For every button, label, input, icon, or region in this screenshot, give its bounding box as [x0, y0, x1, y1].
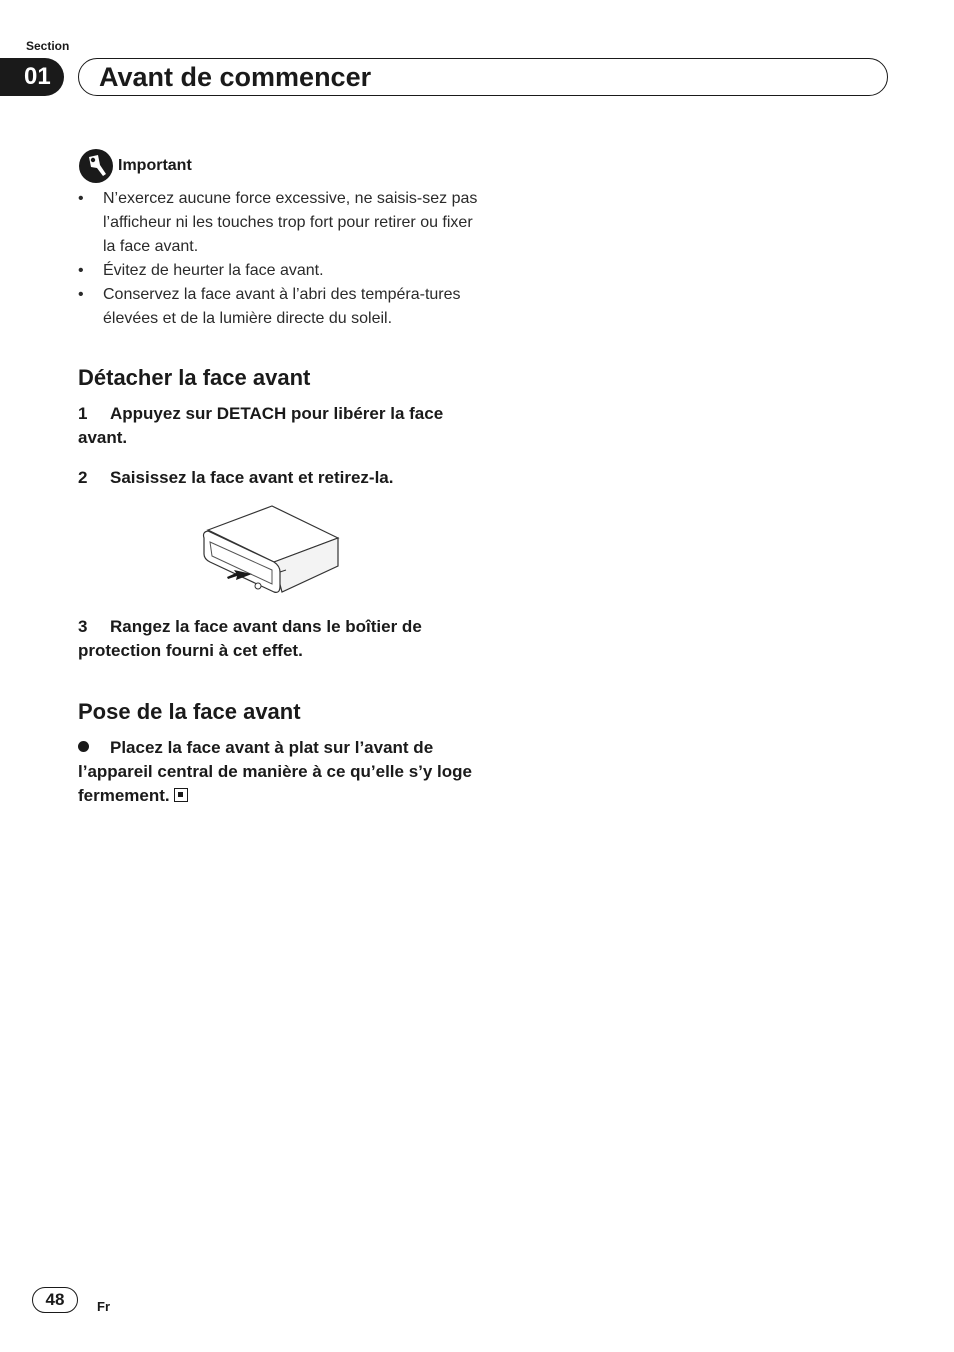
bullet-dot-icon	[78, 741, 89, 752]
important-icon	[78, 148, 114, 184]
list-item: • N’exercez aucune force excessive, ne saisis-sez pas l’afficheur ni les touches trop fort pour retirer ou fixer la face avant.	[78, 187, 478, 259]
attach-step	[78, 736, 473, 808]
detach-illustration	[196, 504, 344, 596]
important-callout	[78, 148, 192, 184]
step-text: Rangez la face avant dans le boîtier de protection fourni à cet effet.	[78, 617, 422, 660]
section-title-box	[78, 58, 888, 96]
detach-heading: Détacher la face avant	[78, 365, 311, 390]
step-number: 2	[78, 468, 88, 487]
step-text: Placez la face avant à plat sur l’avant de l’appareil central de manière à ce qu’elle s’y loge fermement.	[78, 738, 473, 805]
end-mark-icon	[174, 788, 188, 802]
section-title: Avant de commencer	[99, 62, 372, 92]
page-number: 48	[32, 1287, 78, 1313]
step-text: Appuyez sur DETACH pour libérer la face avant.	[78, 404, 444, 447]
section-number-badge: 01	[0, 58, 64, 96]
important-list	[78, 187, 478, 331]
language-code: Fr	[97, 1299, 110, 1314]
detach-step-1	[78, 402, 478, 450]
important-label: Important	[118, 157, 192, 174]
step-number: 1	[78, 404, 88, 423]
list-item: • Conservez la face avant à l’abri des tempéra-tures élevées et de la lumière directe du soleil.	[78, 283, 478, 331]
attach-heading: Pose de la face avant	[78, 699, 301, 724]
detach-step-3	[78, 615, 478, 663]
step-number: 3	[78, 617, 88, 636]
list-item: • Évitez de heurter la face avant.	[78, 259, 478, 283]
section-label: Section	[26, 39, 70, 53]
step-text: Saisissez la face avant et retirez-la.	[110, 468, 394, 487]
detach-step-2	[78, 466, 478, 490]
